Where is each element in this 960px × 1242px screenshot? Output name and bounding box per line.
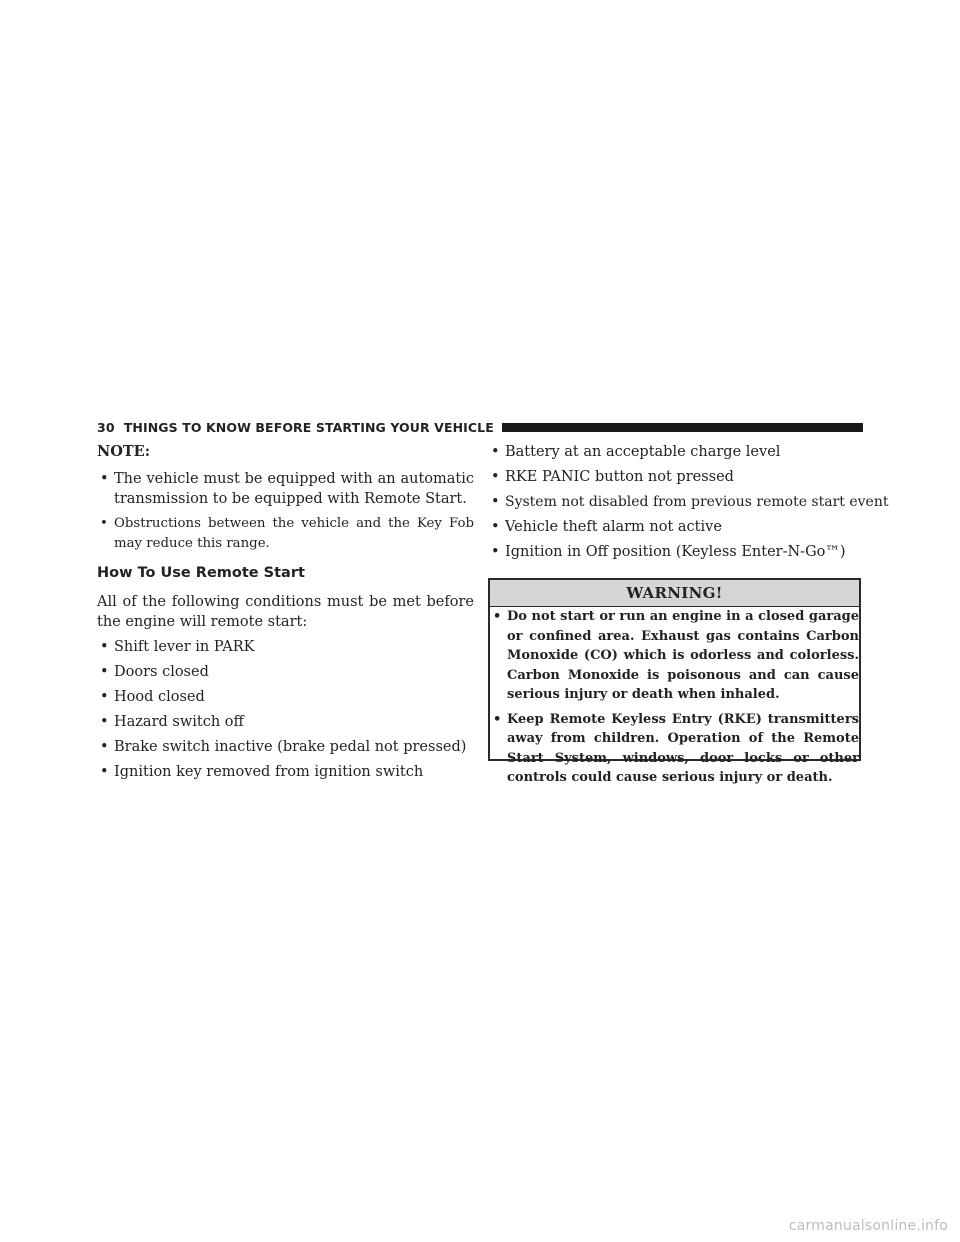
bullet-icon: • — [100, 638, 109, 655]
warning-list — [490, 607, 859, 788]
bullet-icon: • — [493, 711, 502, 727]
bullet-icon: • — [100, 515, 108, 531]
section-title: THINGS TO KNOW BEFORE STARTING YOUR VEHICLE — [123, 419, 494, 435]
conditions-list — [97, 637, 474, 782]
warning-item-text: Do not start or run an engine in a closed garage or confined area. Exhaust gas contains Carbon Monoxide (CO) which is odorless and colorless. Carbon Monoxide is poisonous and can cause serious injury or death when inhaled. — [507, 609, 859, 702]
header-rule — [502, 423, 863, 432]
warning-item-text: Keep Remote Keyless Entry (RKE) transmitters away from children. Operation of the Remote Start System, windows, door locks or other controls could cause serious injury or death. — [507, 711, 859, 785]
list-item — [97, 662, 474, 682]
bullet-icon: • — [100, 738, 109, 755]
condition-text: Hazard switch off — [114, 713, 244, 730]
bullet-icon: • — [493, 609, 502, 624]
bullet-icon: • — [491, 519, 500, 535]
list-item — [97, 469, 474, 509]
bullet-icon: • — [491, 444, 500, 460]
list-item — [488, 442, 864, 462]
bullet-icon: • — [100, 471, 109, 487]
condition-text: Ignition in Off position (Keyless Enter-N-Go™) — [505, 544, 846, 560]
warning-title: WARNING! — [490, 580, 859, 607]
bullet-icon: • — [491, 469, 500, 485]
condition-text: Shift lever in PARK — [114, 638, 255, 655]
list-item — [490, 607, 859, 705]
list-item — [97, 514, 474, 554]
list-item — [97, 712, 474, 732]
section-subheading: How To Use Remote Start — [97, 564, 305, 581]
list-item — [97, 762, 474, 782]
right-column — [488, 442, 889, 567]
note-item-text: The vehicle must be equipped with an automatic transmission to be equipped with Remote Start. — [114, 471, 474, 507]
condition-text: Battery at an acceptable charge level — [505, 444, 781, 460]
page-number: 30 — [97, 419, 115, 435]
bullet-icon: • — [100, 688, 109, 705]
note-list — [97, 469, 474, 554]
bullet-icon: • — [100, 713, 109, 730]
condition-text: Hood closed — [114, 688, 205, 705]
left-column — [97, 442, 474, 787]
bullet-icon: • — [100, 663, 109, 680]
bullet-icon: • — [491, 544, 500, 560]
condition-text: RKE PANIC button not pressed — [505, 469, 734, 485]
list-item — [97, 637, 474, 657]
conditions-list-continued — [488, 442, 889, 562]
note-item-text: Obstructions between the vehicle and the Key Fob may reduce this range. — [114, 515, 474, 551]
note-label: NOTE: — [97, 443, 151, 460]
list-item — [97, 687, 474, 707]
list-item — [488, 517, 864, 537]
list-item — [488, 492, 889, 512]
bullet-icon: • — [491, 494, 500, 510]
watermark: carmanualsonline.info — [788, 1218, 948, 1234]
condition-text: Ignition key removed from ignition switch — [114, 763, 424, 780]
condition-text: Brake switch inactive (brake pedal not pressed) — [114, 738, 467, 755]
list-item — [488, 467, 864, 487]
list-item — [490, 710, 859, 788]
page-header — [97, 419, 863, 435]
condition-text: Doors closed — [114, 663, 209, 680]
bullet-icon: • — [100, 763, 109, 780]
intro-paragraph: All of the following conditions must be met before the engine will remote start: — [97, 593, 474, 630]
condition-text: Vehicle theft alarm not active — [505, 519, 722, 535]
list-item — [488, 542, 864, 562]
list-item — [97, 737, 474, 757]
condition-text: System not disabled from previous remote start event — [505, 494, 889, 510]
warning-box — [488, 578, 861, 785]
